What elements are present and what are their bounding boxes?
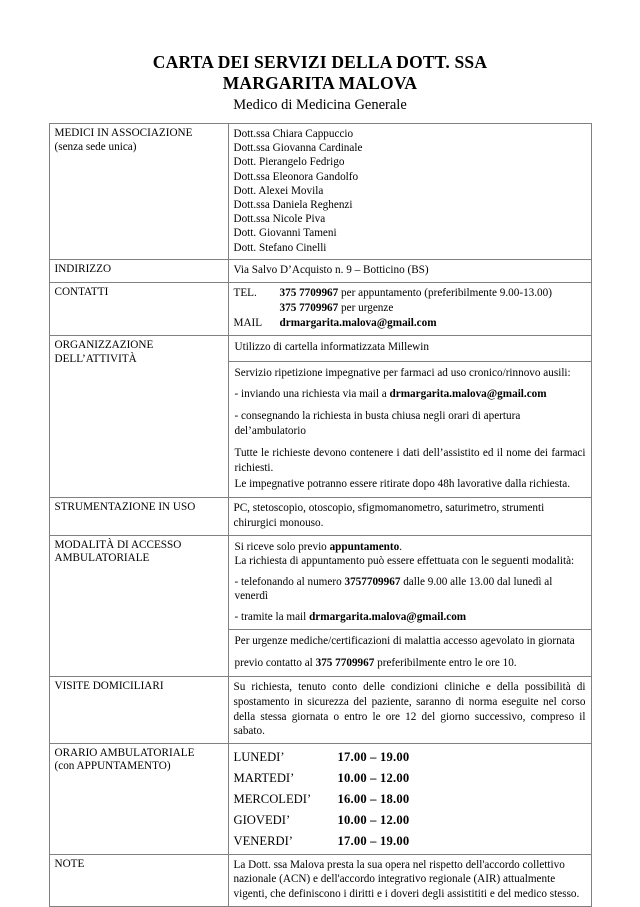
modalita-block-appointments	[229, 536, 591, 631]
row-label-medici-line-2: (senza sede unica)	[54, 140, 137, 153]
document-subtitle: Medico di Medicina Generale	[233, 97, 407, 113]
schedule-day: VENERDI’	[233, 833, 293, 848]
contact-key-tel: TEL.	[233, 287, 257, 300]
phone-number-appointments: 375 7709967	[279, 287, 339, 300]
list-item: Dott.ssa Eleonora Gandolfo	[233, 170, 359, 183]
schedule-time: 17.00 – 19.00	[337, 833, 410, 848]
phone-note-urgent: per urgenze	[338, 302, 394, 315]
schedule-time: 17.00 – 19.00	[337, 749, 410, 764]
contact-value-mail: drmargarita.malova@gmail.com	[279, 317, 437, 330]
appointment-only-text	[235, 540, 586, 555]
schedule-time: 16.00 – 18.00	[337, 791, 410, 806]
document-title-line-1: CARTA DEI SERVIZI DELLA DOTT. SSA	[152, 52, 488, 72]
prescriptions-option-mail	[235, 387, 586, 403]
equipment-text: PC, stetoscopio, otoscopio, sfigmomanometro, saturimetro, strumenti chirurgici monouso.	[233, 502, 545, 529]
row-label-indirizzo: INDIRIZZO	[49, 259, 228, 283]
row-label-medici	[49, 124, 228, 260]
urgent-phone-number: 375 7709967	[315, 656, 375, 669]
contact-value-tel-2	[280, 301, 586, 316]
row-label-organizzazione	[49, 336, 228, 498]
schedule-time: 10.00 – 12.00	[337, 812, 410, 827]
software-text: Utilizzo di cartella informatizzata Millewin	[234, 341, 429, 354]
list-item: Dott.ssa Daniela Reghenzi	[233, 199, 353, 212]
row-label-modalita-line-1: MODALITÀ DI ACCESSO	[54, 538, 182, 551]
list-item: Dott. Stefano Cinelli	[233, 241, 327, 254]
row-label-contatti: CONTATTI	[49, 283, 228, 336]
row-value-indirizzo	[228, 259, 591, 283]
contact-value-tel-1	[280, 286, 586, 301]
row-label-modalita	[49, 535, 228, 677]
appointment-keyword: appuntamento	[329, 540, 400, 553]
prescriptions-option-envelope: - consegnando la richiesta in busta chiusa negli orari di apertura del’ambulatorio	[234, 409, 521, 438]
appointment-method-phone	[235, 575, 586, 604]
contact-key-spacer	[234, 301, 280, 316]
list-item: Dott.ssa Chiara Cappuccio	[233, 128, 354, 140]
document-title-line-2: MARGARITA MALOVA	[222, 73, 418, 93]
address-text: Via Salvo D’Acquisto n. 9 – Botticino (BS)	[233, 263, 429, 276]
row-label-visite: VISITE DOMICILIARI	[49, 677, 228, 743]
row-value-orario	[228, 743, 591, 854]
organizzazione-block-software	[229, 336, 591, 362]
modalita-block-urgent	[229, 630, 591, 676]
prescriptions-requirements: Tutte le richieste devono contenere i dati dell’assistito ed il nome dei farmaci richiesti.	[234, 446, 586, 475]
contact-grid	[234, 286, 586, 331]
appointment-method-mail-pre: - tramite la mail	[234, 610, 310, 623]
schedule-time: 10.00 – 12.00	[337, 770, 410, 785]
urgent-access-line-2	[235, 656, 586, 672]
appointment-phone-number: 3757709967	[344, 575, 401, 588]
row-label-organizzazione-line-2: DELL’ATTIVITÀ	[54, 352, 137, 365]
table-row-note	[49, 854, 591, 906]
list-item: Dott. Giovanni Tameni	[233, 227, 337, 240]
schedule-day: MERCOLEDI’	[233, 791, 312, 806]
opening-hours-grid	[234, 747, 586, 850]
contact-key-mail: MAIL	[233, 317, 263, 330]
table-row-indirizzo	[49, 259, 591, 283]
urgent-access-post: preferibilmente entro le ore 10.	[374, 656, 517, 669]
home-visits-text: Su richiesta, tenuto conto delle condizioni cliniche e della possibilità di spostamento in sicurezza del paziente, saranno di norma eseguite nel corso della stessa giornata o entro le ore 12 del giorno successivo, compreso il sabato.	[233, 681, 586, 738]
appointment-only-pre: Si riceve solo previo	[234, 540, 330, 553]
row-value-contatti	[228, 283, 591, 336]
list-item: Dott. Pierangelo Fedrigo	[233, 156, 345, 169]
table-row-contatti	[49, 283, 591, 336]
row-label-orario	[49, 743, 228, 854]
urgent-access-pre: previo contatto al	[234, 656, 316, 669]
appointment-method-mail	[235, 610, 586, 625]
schedule-day: LUNEDI’	[233, 749, 285, 764]
schedule-day: MARTEDI’	[233, 770, 295, 785]
table-row-organizzazione	[49, 336, 591, 498]
row-label-note: NOTE	[49, 854, 228, 906]
table-row-orario	[49, 743, 591, 854]
row-label-organizzazione-line-1: ORGANIZZAZIONE	[54, 339, 154, 352]
phone-note-appointments: per appuntamento (preferibilmente 9.00-13.00)	[338, 287, 552, 300]
phone-number-urgent: 375 7709967	[279, 302, 339, 315]
appointment-methods-intro: La richiesta di appuntamento può essere effettuata con le seguenti modalità:	[234, 555, 575, 568]
notes-text: La Dott. ssa Malova presta la sua opera nel rispetto dell'accordo collettivo nazionale (ACN) e dell'accordo integrativo regionale (AIR) attualmente vigenti, che definiscono i diritti e i doveri degli assistititi e del medico stesso.	[233, 858, 580, 901]
document-header	[0, 0, 640, 115]
row-value-visite	[228, 677, 591, 743]
row-label-medici-line-1: MEDICI IN ASSOCIAZIONE	[54, 127, 193, 139]
row-value-medici	[228, 124, 591, 260]
list-item: Dott.ssa Giovanna Cardinale	[233, 142, 363, 155]
appointment-method-phone-pre: - telefonando al numero	[234, 575, 345, 588]
appointment-email: drmargarita.malova@gmail.com	[309, 610, 467, 623]
row-value-strumentazione	[228, 498, 591, 535]
list-item: Dott.ssa Nicole Piva	[233, 213, 326, 226]
urgent-access-line-1: Per urgenze mediche/certificazioni di malattia accesso agevolato in giornata	[234, 635, 575, 648]
schedule-day: GIOVEDI’	[233, 812, 291, 827]
row-value-note	[228, 854, 591, 906]
organizzazione-block-prescriptions	[229, 362, 591, 498]
row-label-modalita-line-2: AMBULATORIALE	[54, 552, 150, 565]
prescriptions-pickup: Le impegnative potranno essere ritirate dopo 48h lavorative dalla richiesta.	[234, 477, 570, 490]
table-row-strumentazione	[49, 498, 591, 535]
table-row-modalita	[49, 535, 591, 677]
services-table	[49, 123, 592, 907]
prescriptions-email: drmargarita.malova@gmail.com	[389, 388, 547, 401]
row-value-modalita	[228, 535, 591, 677]
appointment-only-post: .	[399, 540, 403, 553]
row-label-strumentazione: STRUMENTAZIONE IN USO	[49, 498, 228, 535]
table-row-visite	[49, 677, 591, 743]
list-item: Dott. Alexei Movila	[233, 184, 324, 197]
row-label-orario-line-1: ORARIO AMBULATORIALE	[54, 746, 195, 759]
table-row-medici	[49, 124, 591, 260]
row-label-orario-line-2: (con APPUNTAMENTO)	[54, 760, 171, 773]
prescriptions-option-mail-pre: - inviando una richiesta via mail a	[234, 388, 390, 401]
row-value-organizzazione	[228, 336, 591, 498]
appointment-method-phone-post: dalle 9.00 alle 13.00 dal lunedì al venerdì	[234, 575, 553, 603]
prescriptions-intro: Servizio ripetizione impegnative per farmaci ad uso cronico/rinnovo ausili:	[234, 366, 571, 379]
